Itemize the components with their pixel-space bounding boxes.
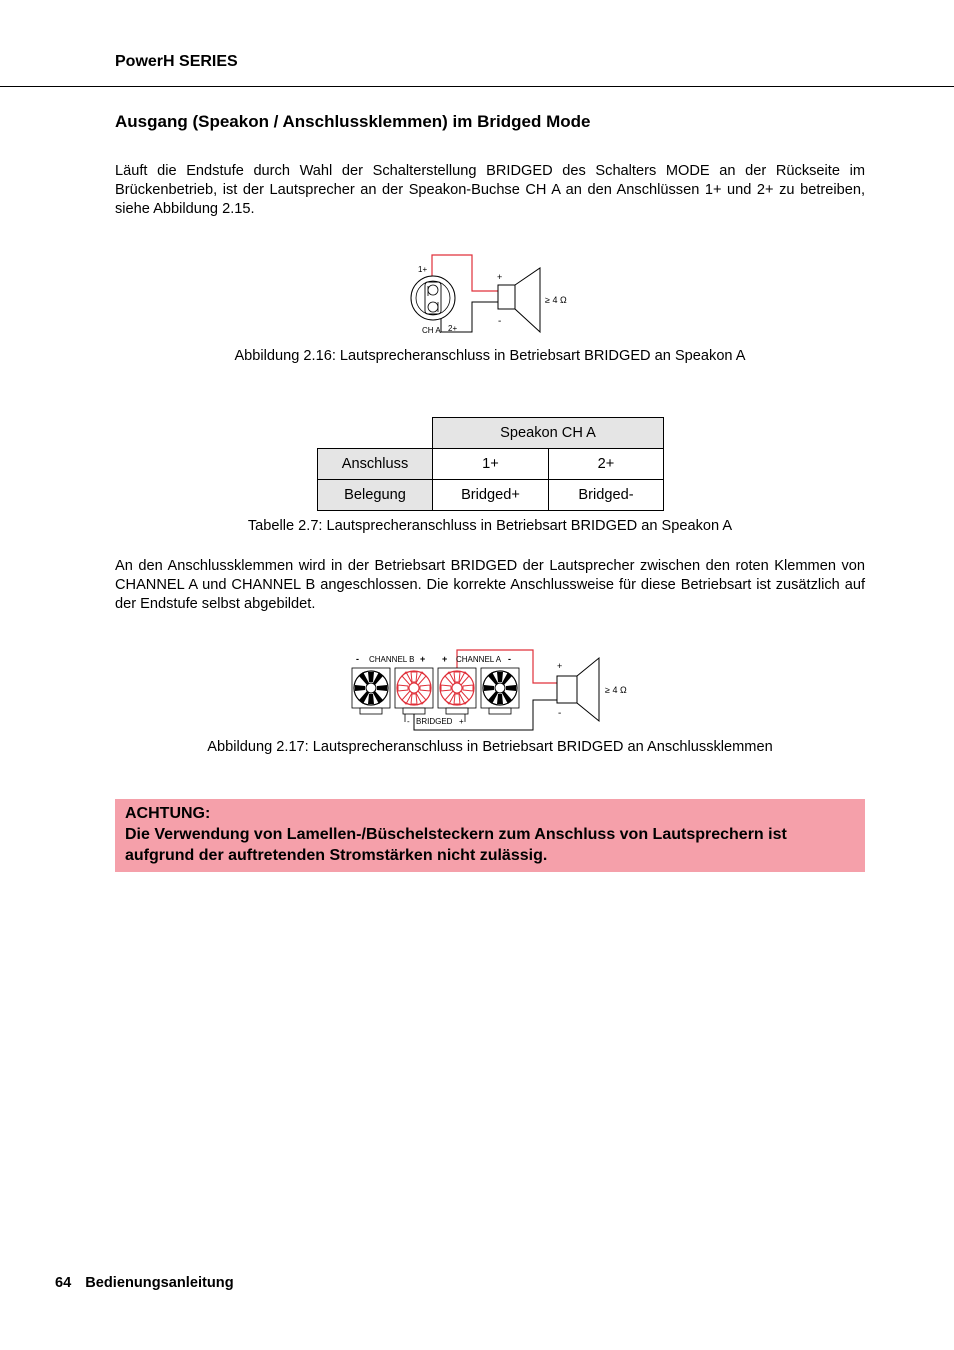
label-speaker-plus: + [497, 272, 503, 282]
table-cell: 2+ [549, 449, 664, 480]
loudspeaker-icon [498, 268, 540, 332]
table-row [318, 480, 664, 511]
warning-title: ACHTUNG: [125, 805, 211, 822]
table-cell: Bridged- [549, 480, 664, 511]
label-impedance: ≥ 4 Ω [605, 685, 627, 695]
warning-text-line1: Die Verwendung von Lamellen-/Büschelsteckern zum Anschluss von Lautsprechern ist [125, 826, 787, 843]
figure2-caption: Abbildung 2.17: Lautsprecheranschluss in Betriebsart BRIDGED an Anschlussklemmen [207, 739, 773, 755]
label-chb-plus: + [420, 654, 426, 664]
label-cha-plus: + [442, 654, 448, 664]
section-heading: Ausgang (Speakon / Anschlussklemmen) im Bridged Mode [115, 112, 591, 131]
speakon-pin-table [317, 417, 664, 511]
speakon-socket-icon [411, 276, 455, 320]
speakon-diagram [405, 252, 580, 340]
table-caption: Tabelle 2.7: Lautsprecheranschluss in Betriebsart BRIDGED an Speakon A [247, 518, 733, 534]
label-speaker-minus: - [498, 316, 502, 327]
loudspeaker-icon [557, 658, 599, 721]
table-row [318, 418, 664, 449]
label-channel-a: CHANNEL A [456, 655, 502, 664]
label-cha-minus: - [508, 654, 511, 664]
label-impedance: ≥ 4 Ω [545, 295, 567, 305]
terminal-chb-plus-icon [395, 668, 433, 714]
footer-label: Bedienungsanleitung [85, 1275, 234, 1291]
label-channel-b: CHANNEL B [369, 655, 415, 664]
label-speaker-plus: + [557, 661, 563, 671]
table-cell: Bridged+ [433, 480, 549, 511]
table-row-label: Belegung [318, 480, 433, 511]
terminals-diagram [348, 648, 638, 733]
label-cha: CH A [422, 326, 441, 335]
header-divider [0, 86, 954, 87]
warning-box [115, 799, 865, 872]
label-bridged-minus: - [407, 717, 410, 726]
header-title: PowerH SERIES [115, 53, 238, 70]
warning-text-line2: aufgrund der auftretenden Stromstärken nicht zulässig. [125, 847, 548, 864]
label-speaker-minus: - [558, 708, 562, 719]
page-number: 64 [55, 1275, 72, 1291]
paragraph-intro: Läuft die Endstufe durch Wahl der Schalterstellung BRIDGED des Schalters MODE an der Rückseite im Brückenbetrieb, ist der Lautsprecher an der Speakon-Buchse CH A an den Anschlüssen 1+ und 2+ zu betreiben, siehe Abbildung 2.15. [115, 163, 865, 217]
label-2plus: 2+ [448, 324, 458, 333]
terminal-cha-minus-icon [481, 668, 519, 714]
table-cell: 1+ [433, 449, 549, 480]
label-chb-minus: - [356, 654, 359, 664]
table-corner-cell [318, 418, 433, 449]
label-bridged-plus: + [459, 717, 464, 726]
table-row-label: Anschluss [318, 449, 433, 480]
table-row [318, 449, 664, 480]
terminal-cha-plus-icon [438, 668, 476, 714]
footer [55, 1275, 234, 1291]
label-1plus: 1+ [418, 265, 428, 274]
paragraph-terminals: An den Anschlussklemmen wird in der Betriebsart BRIDGED der Lautsprecher zwischen den roten Klemmen von CHANNEL A und CHANNEL B angeschlossen. Die korrekte Anschlussweise für diese Betriebsart ist zusätzlich auf der Endstufe selbst abgebildet. [115, 558, 865, 612]
terminal-chb-minus-icon [352, 668, 390, 714]
figure1-caption: Abbildung 2.16: Lautsprecheranschluss in Betriebsart BRIDGED an Speakon A [234, 348, 746, 364]
table-header-cell: Speakon CH A [433, 418, 664, 449]
label-bridged: BRIDGED [416, 717, 453, 726]
